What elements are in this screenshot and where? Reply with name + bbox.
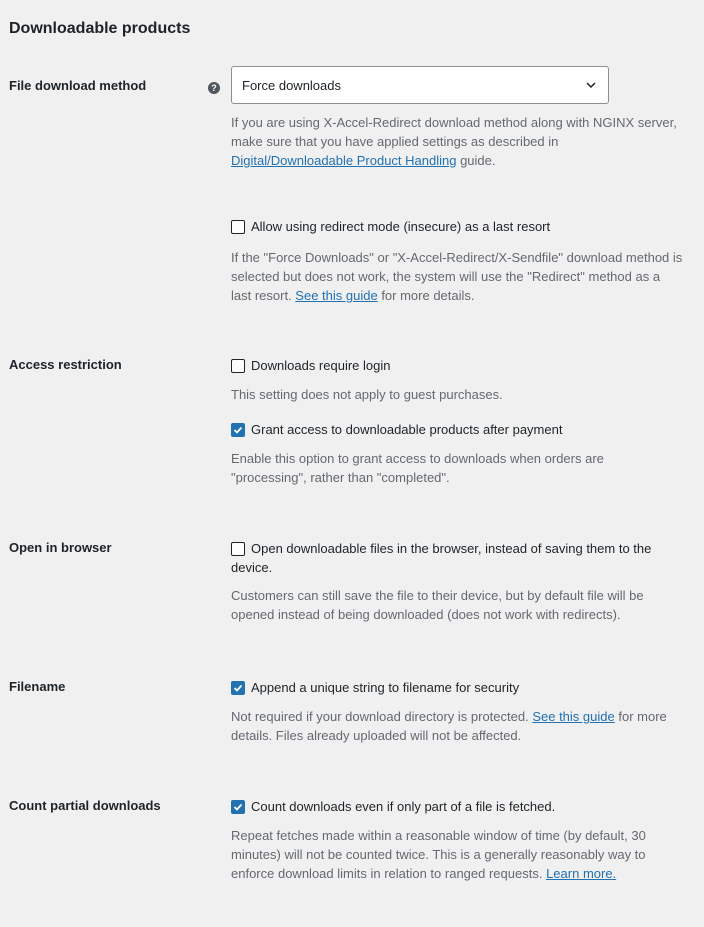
access-restriction-label: Access restriction <box>9 357 122 372</box>
partial-downloads-option[interactable]: Count downloads even if only part of a file is fetched. <box>231 797 687 816</box>
checkmark-icon <box>233 683 243 693</box>
unique-filename-option[interactable]: Append a unique string to filename for security <box>231 678 687 697</box>
grant-access-checkbox[interactable] <box>231 423 245 437</box>
download-method-select[interactable] <box>231 66 609 104</box>
checkmark-icon <box>233 802 243 812</box>
partial-downloads-checkbox[interactable] <box>231 800 245 814</box>
login-required-description: This setting does not apply to guest purchases. <box>231 387 503 402</box>
grant-access-description: Enable this option to grant access to downloads when orders are "processing", rather than "completed". <box>231 451 604 485</box>
grant-access-option[interactable]: Grant access to downloadable products after payment <box>231 420 687 439</box>
redirect-guide-link[interactable]: See this guide <box>295 288 378 303</box>
unique-filename-checkbox[interactable] <box>231 681 245 695</box>
redirect-mode-checkbox[interactable] <box>231 220 245 234</box>
download-method-description: If you are using X-Accel-Redirect download method along with NGINX server, make sure that you have applied settings as described in Digital/Downloadable Product Handling guide. <box>231 115 677 168</box>
checkmark-icon <box>233 425 243 435</box>
product-handling-guide-link[interactable]: Digital/Downloadable Product Handling <box>231 153 457 168</box>
login-required-checkbox[interactable] <box>231 359 245 373</box>
redirect-mode-option[interactable]: Allow using redirect mode (insecure) as a last resort <box>231 217 687 236</box>
chevron-down-icon <box>584 78 598 92</box>
filename-description: Not required if your download directory is protected. See this guide for more details. Files already uploaded will not be affected. <box>231 709 667 743</box>
download-method-selected: Force downloads <box>242 77 341 93</box>
learn-more-link[interactable]: Learn more. <box>546 866 617 881</box>
download-method-label: File download method <box>9 78 147 93</box>
open-in-browser-option[interactable]: Open downloadable files in the browser, instead of saving them to the device. <box>231 541 652 575</box>
partial-downloads-description: Repeat fetches made within a reasonable window of time (by default, 30 minutes) will not be counted twice. This is a generally reasonably way to enforce download limits in relation to ranged requests. Learn more. <box>231 828 646 881</box>
login-required-option[interactable]: Downloads require login <box>231 356 687 375</box>
filename-guide-link[interactable]: See this guide <box>532 709 615 724</box>
partial-downloads-label: Count partial downloads <box>9 798 161 813</box>
open-in-browser-checkbox[interactable] <box>231 542 245 556</box>
open-in-browser-label: Open in browser <box>9 540 112 555</box>
section-title: Downloadable products <box>9 20 191 37</box>
question-icon[interactable]: ? <box>208 82 220 94</box>
open-in-browser-description: Customers can still save the file to their device, but by default file will be opened instead of being downloaded (does not work with redirects). <box>231 588 644 622</box>
filename-label: Filename <box>9 679 66 694</box>
redirect-mode-description: If the "Force Downloads" or "X-Accel-Redirect/X-Sendfile" download method is selected but does not work, the system will use the "Redirect" method as a last resort. See this guide for more details. <box>231 250 683 303</box>
